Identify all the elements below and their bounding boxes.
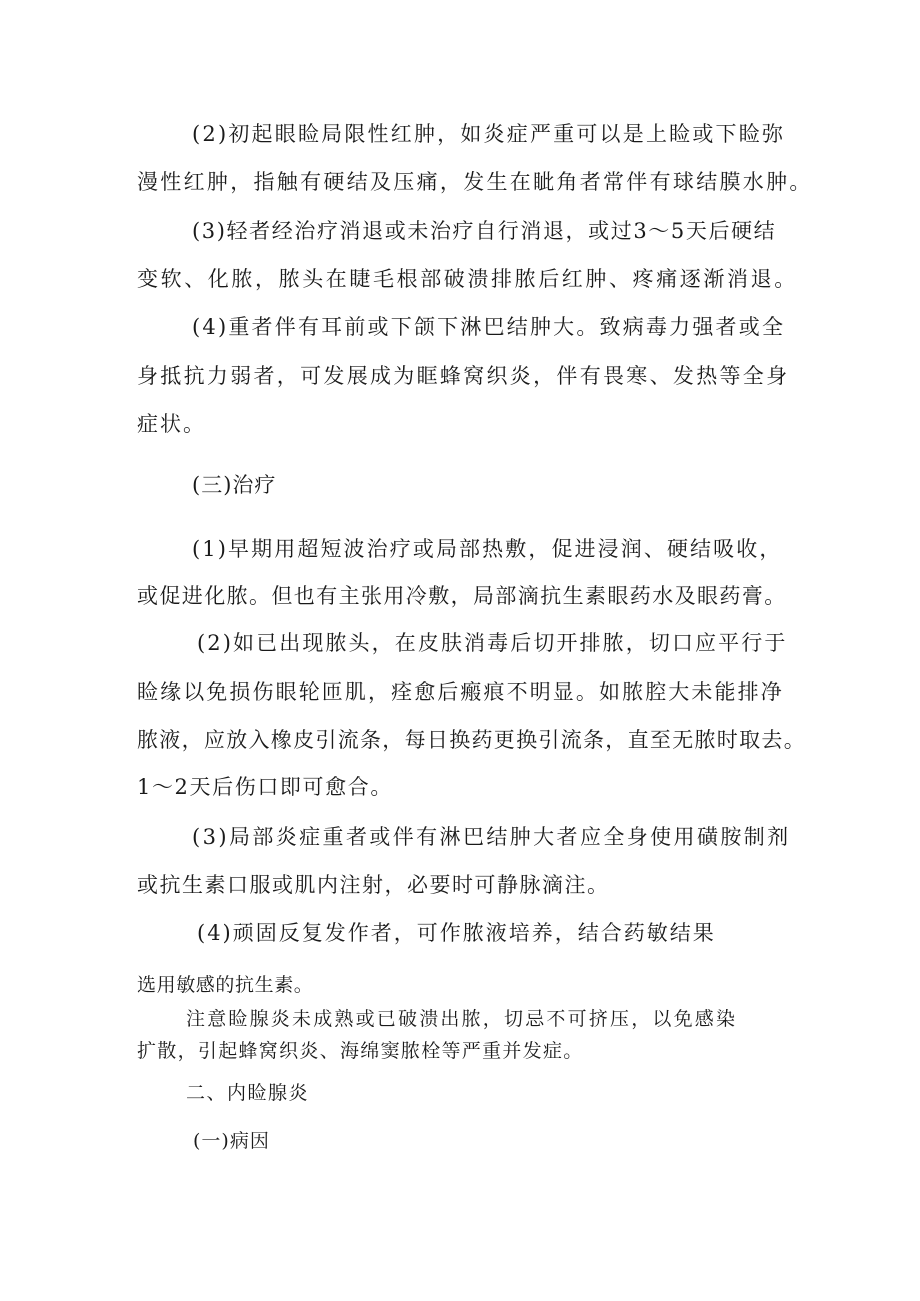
text-line: (3)局部炎症重者或伴有淋巴结肿大者应全身使用磺胺制剂 bbox=[192, 825, 791, 849]
section-heading: 二、内睑腺炎 bbox=[186, 1082, 310, 1104]
note-line: 注意睑腺炎未成熟或已破溃出脓，切忌不可挤压，以免感染 bbox=[186, 1008, 738, 1030]
text-line: 漫性红肿，指触有硬结及压痛，发生在眦角者常伴有球结膜水肿。 bbox=[137, 170, 813, 194]
text-line: (2)初起眼睑局限性红肿，如炎症严重可以是上睑或下睑弥 bbox=[192, 122, 786, 146]
subsection-heading: (一)病因 bbox=[193, 1130, 270, 1152]
text-line: (2)如已出现脓头，在皮肤消毒后切开排脓，切口应平行于 bbox=[197, 631, 788, 655]
text-line: 脓液，应放入橡皮引流条，每日换药更换引流条，直至无脓时取去。 bbox=[137, 728, 806, 752]
text-line: 或促进化脓。但也有主张用冷敷，局部滴抗生素眼药水及眼药膏。 bbox=[137, 584, 787, 608]
text-line: 选用敏感的抗生素。 bbox=[137, 974, 314, 996]
text-line: 变软、化脓，脓头在睫毛根部破溃排脓后红肿、疼痛逐渐消退。 bbox=[137, 267, 798, 291]
text-line: 1～2天后伤口即可愈合。 bbox=[137, 775, 393, 799]
text-line: 睑缘以免损伤眼轮匝肌，痊愈后瘢痕不明显。如脓腔大未能排净 bbox=[137, 680, 784, 704]
text-line: (1)早期用超短波治疗或局部热敷，促进浸润、硬结吸收， bbox=[192, 537, 783, 561]
text-line: 身抵抗力弱者，可发展成为眶蜂窝织炎，伴有畏寒、发热等全身 bbox=[137, 364, 790, 388]
text-line: (4)重者伴有耳前或下颌下淋巴结肿大。致病毒力强者或全 bbox=[192, 315, 786, 339]
text-line: 或抗生素口服或肌内注射，必要时可静脉滴注。 bbox=[137, 873, 610, 897]
text-line: (3)轻者经治疗消退或未治疗自行消退，或过3～5天后硬结 bbox=[192, 219, 777, 243]
section-heading: (三)治疗 bbox=[192, 473, 277, 497]
text-line: (4)顽固反复发作者，可作脓液培养，结合药敏结果 bbox=[197, 921, 716, 945]
text-line: 症状。 bbox=[137, 412, 206, 436]
note-line: 扩散，引起蜂窝织炎、海绵窦脓栓等严重并发症。 bbox=[137, 1040, 584, 1062]
